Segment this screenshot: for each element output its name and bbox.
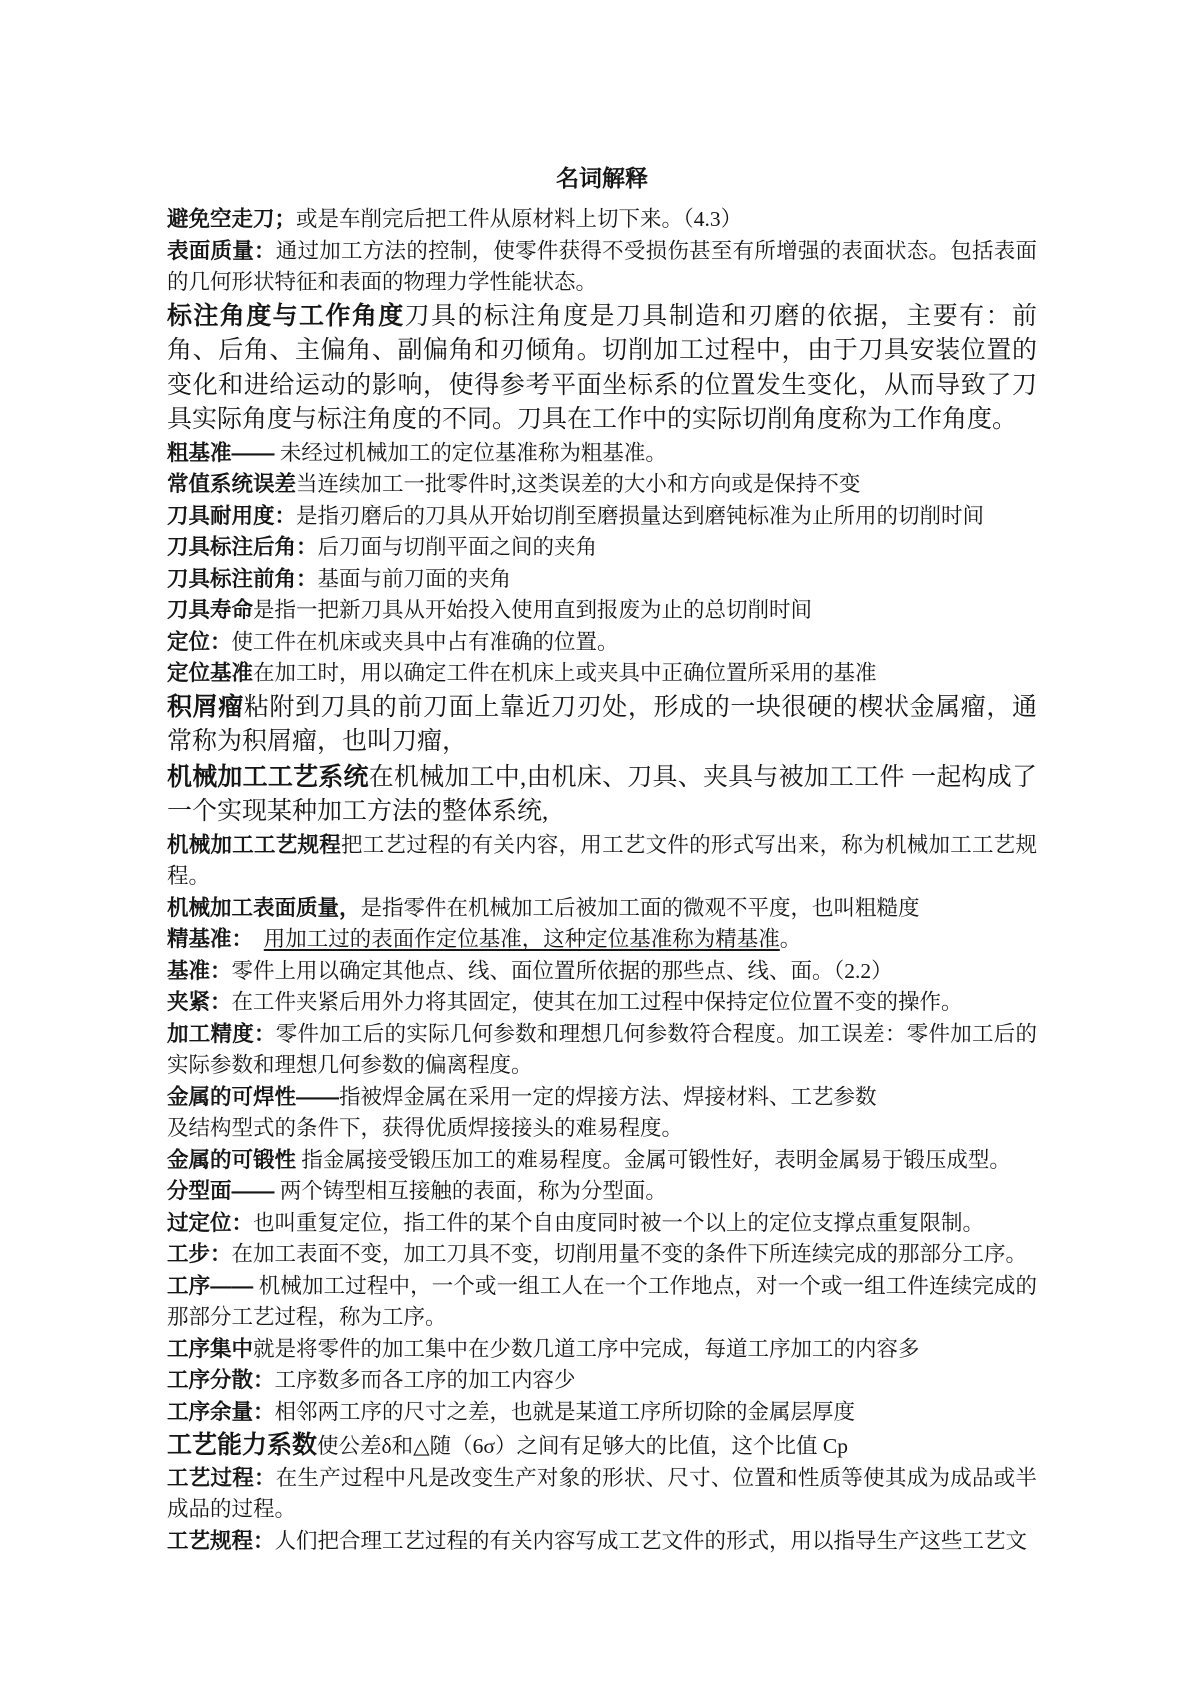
term-definition: 两个铸型相互接触的表面，称为分型面。 — [274, 1179, 667, 1203]
term-label: 机械加工表面质量， — [167, 895, 361, 920]
term-label: 工艺过程： — [167, 1465, 276, 1490]
glossary-entry — [167, 1526, 1037, 1558]
glossary-entry — [167, 1019, 1037, 1082]
term-definition: 指被焊金属在采用一定的焊接方法、焊接材料、工艺参数 及结构型式的条件下，获得优质焊接接头的难易程度。 — [167, 1084, 877, 1140]
term-definition: 就是将零件的加工集中在少数几道工序中完成，每道工序加工的内容多 — [253, 1336, 920, 1361]
glossary-entry — [167, 924, 1037, 956]
underlined-definition: 用加工过的表面作定位基准，这种定位基准称为精基准 — [263, 927, 780, 951]
glossary-entry — [167, 1082, 1037, 1145]
glossary-entry — [167, 893, 1037, 925]
term-label: 精基准： — [167, 927, 243, 951]
term-definition: 是指一把新刀具从开始投入使用直到报废为止的总切削时间 — [253, 598, 813, 622]
term-label: 定位： — [167, 629, 232, 654]
term-label: 刀具标注前角： — [167, 566, 318, 591]
term-label: 标注角度与工作角度 — [167, 301, 405, 330]
term-definition: 零件加工后的实际几何参数和理想几何参数符合程度。加工误差：零件加工后的实际参数和理想几何参数的偏离程度。 — [167, 1021, 1037, 1077]
glossary-entry — [167, 564, 1037, 596]
term-definition: 使公差δ和△随（6σ）之间有足够大的比值，这个比值 Cp — [317, 1434, 848, 1458]
term-definition: 也叫重复定位，指工件的某个自由度同时被一个以上的定位支撑点重复限制。 — [253, 1210, 985, 1235]
glossary-entry — [167, 1145, 1037, 1177]
glossary-entry — [167, 690, 1037, 760]
term-label: 工序—— — [167, 1273, 254, 1298]
term-label: 工步： — [167, 1242, 232, 1266]
term-definition: 在生产过程中凡是改变生产对象的形状、尺寸、位置和性质等使其成为成品或半成品的过程。 — [167, 1465, 1037, 1521]
glossary-entry — [167, 299, 1037, 438]
term-label: 工序集中 — [167, 1336, 254, 1361]
term-definition: 或是车削完后把工件从原材料上切下来。（4.3） — [296, 207, 743, 231]
glossary-entry — [167, 956, 1037, 988]
term-label: 过定位： — [167, 1210, 254, 1235]
glossary-entry — [167, 532, 1037, 564]
term-label: 金属的可锻性 — [167, 1147, 297, 1172]
glossary-entry — [167, 595, 1037, 627]
term-definition: 相邻两工序的尺寸之差，也就是某道工序所切除的金属层厚度 — [274, 1399, 856, 1424]
glossary-entry — [167, 627, 1037, 659]
term-definition: 零件上用以确定其他点、线、面位置所依据的那些点、线、面。（2.2） — [231, 958, 893, 983]
glossary-entry — [167, 830, 1037, 893]
term-definition: 当连续加工一批零件时,这类误差的大小和方向或是保持不变 — [296, 472, 861, 496]
glossary-entry — [167, 204, 1037, 236]
term-definition: 后刀面与切削平面之间的夹角 — [317, 535, 598, 559]
term-label: 机械加工工艺系统 — [167, 762, 369, 791]
term-definition: 工序数多而各工序的加工内容少 — [274, 1368, 576, 1392]
term-definition: 在机械加工中,由机床、刀具、夹具与被加工工件 一起构成了一个实现某种加工方法的整体系统, — [167, 763, 1037, 825]
glossary-entry — [167, 760, 1037, 830]
term-definition: 刀具的标注角度是刀具制造和刃磨的依据，主要有：前角、后角、主偏角、副偏角和刃倾角。切削加工过程中，由于刀具安装位置的变化和进给运动的影响，使得参考平面坐标系的位置发生变化，从而导致了刀具实际角度与标注角度的不同。刀具在工作中的实际切削角度称为工作角度。 — [167, 302, 1037, 433]
glossary-entry — [167, 1176, 1037, 1208]
term-label: 金属的可焊性—— — [167, 1084, 340, 1109]
glossary-entry — [167, 1208, 1037, 1240]
term-definition: 人们把合理工艺过程的有关内容写成工艺文件的形式，用以指导生产这些工艺文 — [274, 1528, 1028, 1553]
term-definition: 粘附到刀具的前刀面上靠近刀刃处，形成的一块很硬的楔状金属瘤，通常称为积屑瘤，也叫刀瘤， — [167, 693, 1037, 755]
term-definition: 把工艺过程的有关内容，用工艺文件的形式写出来，称为机械加工工艺规程。 — [167, 832, 1037, 888]
term-definition: 机械加工过程中，一个或一组工人在一个工作地点，对一个或一组工件连续完成的那部分工艺过程，称为工序。 — [167, 1273, 1037, 1329]
term-label: 工序分散： — [167, 1368, 275, 1392]
page-title: 名词解释 — [556, 165, 648, 191]
term-definition: 指金属接受锻压加工的难易程度。金属可锻性好，表明金属易于锻压成型。 — [296, 1147, 1011, 1172]
glossary-entry — [167, 438, 1037, 470]
term-definition: 用加工过的表面作定位基准，这种定位基准称为精基准。 — [263, 927, 802, 951]
term-definition: 在加工时，用以确定工件在机床上或夹具中正确位置所采用的基准 — [253, 661, 877, 685]
term-label: 粗基准—— — [167, 440, 275, 465]
term-definition: 在工件夹紧后用外力将其固定，使其在加工过程中保持定位位置不变的操作。 — [231, 990, 963, 1014]
term-definition: 在加工表面不变，加工刀具不变，切削用量不变的条件下所连续完成的那部分工序。 — [231, 1242, 1028, 1266]
glossary-entry — [167, 1239, 1037, 1271]
term-label: 夹紧： — [167, 990, 232, 1014]
term-label: 工艺规程： — [167, 1528, 275, 1553]
term-definition: 通过加工方法的控制，使零件获得不受损伤甚至有所增强的表面状态。包括表面的几何形状特征和表面的物理力学性能状态。 — [167, 238, 1037, 294]
glossary-entries — [167, 204, 1037, 1557]
glossary-entry — [167, 1463, 1037, 1526]
term-definition: 使工件在机床或夹具中占有准确的位置。 — [231, 629, 619, 654]
glossary-entry — [167, 987, 1037, 1019]
term-definition: 未经过机械加工的定位基准称为粗基准。 — [274, 440, 667, 465]
term-label: 表面质量： — [167, 238, 276, 263]
term-label: 基准： — [167, 958, 232, 983]
glossary-entry — [167, 1334, 1037, 1366]
term-label: 避免空走刀； — [167, 207, 297, 231]
term-label: 刀具耐用度： — [167, 503, 297, 528]
term-label: 工艺能力系数 — [167, 1431, 318, 1459]
glossary-entry — [167, 1397, 1037, 1429]
term-label: 加工精度： — [167, 1021, 276, 1046]
term-definition: 是指刃磨后的刀具从开始切削至磨损量达到磨钝标准为止所用的切削时间 — [296, 503, 985, 528]
glossary-entry — [167, 501, 1037, 533]
term-label: 分型面—— — [167, 1179, 275, 1203]
term-label: 积屑瘤 — [167, 692, 244, 721]
glossary-entry — [167, 236, 1037, 299]
term-label: 刀具寿命 — [167, 598, 254, 622]
glossary-entry — [167, 1428, 1037, 1463]
term-label: 工序余量： — [167, 1399, 275, 1424]
term-label: 常值系统误差 — [167, 472, 297, 496]
glossary-entry — [167, 658, 1037, 690]
glossary-entry — [167, 1365, 1037, 1397]
term-label: 定位基准 — [167, 661, 254, 685]
glossary-entry — [167, 469, 1037, 501]
glossary-entry — [167, 1271, 1037, 1334]
term-definition: 基面与前刀面的夹角 — [317, 566, 512, 591]
term-label: 刀具标注后角： — [167, 535, 318, 559]
term-label: 机械加工工艺规程 — [167, 832, 342, 857]
term-definition: 是指零件在机械加工后被加工面的微观不平度，也叫粗糙度 — [360, 895, 920, 920]
